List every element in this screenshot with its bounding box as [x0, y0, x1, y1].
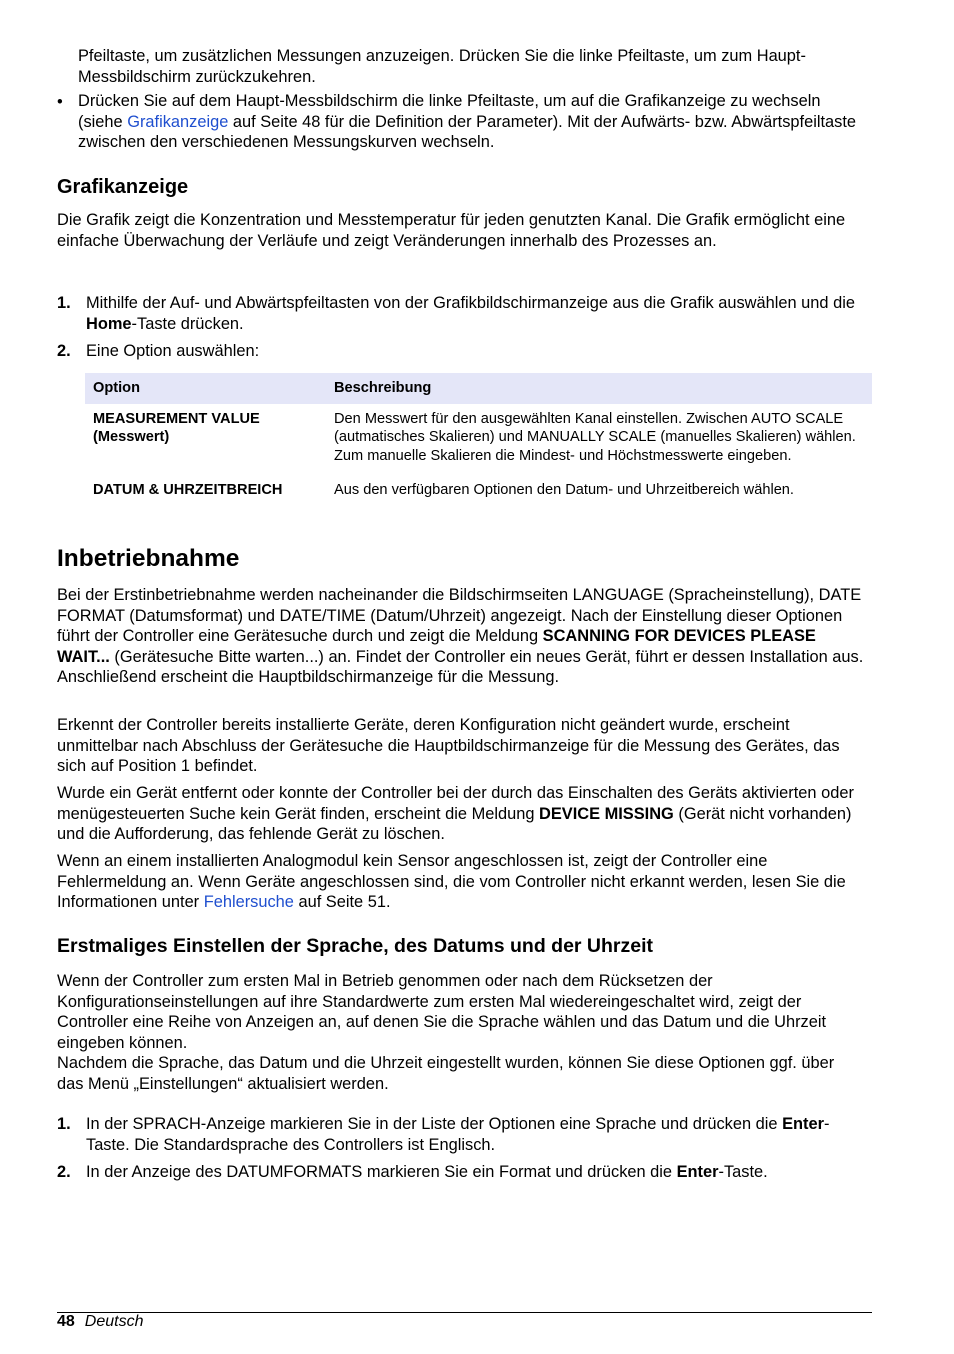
grafik-step-1	[86, 293, 871, 334]
option-description: Den Messwert für den ausgewählten Kanal einstellen. Zwischen AUTO SCALE (autmatisches Skalieren) und MANUALLY SCALE (manuelles Skalieren) wählen. Zum manuelle Skalieren die Mindest- und Höchstmesswerte eingeben.	[334, 411, 856, 464]
table-header-row	[85, 373, 872, 404]
table-row	[85, 404, 872, 471]
erst-paragraph-1: Wenn der Controller zum ersten Mal in Betrieb genommen oder nach dem Rücksetzen der Konfigurationseinstellungen auf ihre Standardwerte zum ersten Mal wiedereingeschaltet wird, zeigt der Controller eine Reihe von Anzeigen an, auf denen Sie die Sprache wählen und das Datum und die Uhrzeit eingeben können.	[57, 972, 827, 1052]
step-text: -Taste.	[718, 1163, 768, 1181]
paragraph-text: Bei der Erstinbetriebnahme werden nacheinander die Bildschirmseiten LANGUAGE (Spracheinstellung), DATE FORMAT (Datumsformat) und DATE/TIME (Datum/Uhrzeit) angezeigt. Nach der Einstellung dieser Optionen führt der Controller eine Gerätesuche durch und zeigt die Meldung	[57, 586, 862, 645]
inbetrieb-paragraph-2: Erkennt der Controller bereits installierte Geräte, deren Konfiguration nicht geändert wurde, erscheint unmittelbar nach Abschluss der Gerätesuche die Hauptbildschirmanzeige für die Messung des Gerätes, das sich auf Position 1 befindet.	[57, 716, 840, 775]
grafik-paragraph: Die Grafik zeigt die Konzentration und Messtemperatur für jeden genutzten Kanal. Die Grafik ermöglicht eine einfache Überwachung der Verläufe und zeigt Veränderungen innerhalb des Prozesses an.	[57, 211, 846, 250]
inbetrieb-paragraph-3	[57, 783, 872, 845]
erst-step-2	[86, 1162, 871, 1183]
table-header-description: Beschreibung	[326, 373, 872, 404]
step-number: 2.	[57, 342, 71, 360]
section-heading-erstmaliges-einstellen: Erstmaliges Einstellen der Sprache, des Datums und der Uhrzeit	[57, 935, 654, 957]
table-header-option: Option	[85, 373, 326, 404]
paragraph-text: (Gerätesuche Bitte warten...) an. Findet der Controller ein neues Gerät, führt er dessen Installation aus. Anschließend erscheint die Hauptbildschirmanzeige für die Messung.	[57, 647, 864, 686]
option-description: Aus den verfügbaren Optionen den Datum- und Uhrzeitbereich wählen.	[334, 482, 794, 499]
inbetrieb-paragraph-4	[57, 851, 857, 913]
erst-step-1	[86, 1114, 871, 1155]
step-number: 1.	[57, 1115, 71, 1133]
options-table	[85, 373, 872, 506]
intro-continuation: Pfeiltaste, um zusätzlichen Messungen anzuzeigen. Drücken Sie die linke Pfeiltaste, um zum Haupt-Messbildschirm zurückzukehren.	[78, 47, 806, 86]
bullet-marker: •	[57, 93, 63, 111]
option-name: DATUM & UHRZEITBREICH	[93, 482, 283, 499]
section-heading-inbetriebnahme: Inbetriebnahme	[57, 545, 240, 572]
grafikanzeige-link[interactable]: Grafikanzeige	[127, 112, 229, 131]
step-text: In der Anzeige des DATUMFORMATS markieren Sie ein Format und drücken die	[86, 1163, 677, 1181]
table-row	[85, 471, 872, 505]
inbetrieb-paragraph-1	[57, 585, 872, 688]
footer-language: Deutsch	[84, 1313, 144, 1330]
fehlersuche-link[interactable]: Fehlersuche	[203, 893, 294, 911]
option-name: MEASUREMENT VALUE (Messwert)	[93, 411, 260, 446]
step-text: -Taste. Die Standardsprache des Controllers ist Englisch.	[86, 1115, 830, 1154]
enter-key-label: Enter	[782, 1115, 824, 1133]
enter-key-label: Enter	[676, 1163, 719, 1181]
footer-divider	[57, 1312, 872, 1313]
step-text: -Taste drücken.	[131, 314, 244, 333]
step-number: 2.	[57, 1163, 71, 1181]
page-footer	[57, 1312, 144, 1333]
section-heading-grafikanzeige: Grafikanzeige	[57, 176, 189, 198]
step-text: Mithilfe der Auf- und Abwärtspfeiltasten von der Grafikbildschirmanzeige aus die Grafik auswählen und die	[86, 294, 855, 312]
paragraph-text: auf Seite 51.	[293, 893, 391, 911]
erst-paragraph-2: Nachdem die Sprache, das Datum und die Uhrzeit eingestellt wurden, können Sie diese Optionen ggf. über das Menü „Einstellungen“ aktualisiert werden.	[57, 1054, 835, 1093]
paragraph-text: (Gerät nicht vorhanden) und die Aufforderung, das fehlende Gerät zu löschen.	[57, 804, 852, 843]
paragraph-text: Wenn an einem installierten Analogmodul kein Sensor angeschlossen ist, zeigt der Controller eine Fehlermeldung an. Wenn Geräte angeschlossen sind, die vom Controller nicht erkannt werden, lesen Sie die Informationen unter	[57, 852, 846, 911]
scanning-message: SCANNING FOR DEVICES PLEASE WAIT...	[57, 627, 816, 666]
step-text: In der SPRACH-Anzeige markieren Sie in der Liste der Optionen eine Sprache und drücken die	[86, 1115, 783, 1133]
intro-bullet-text	[78, 91, 868, 153]
bullet-text-after: auf Seite 48 für die Definition der Parameter). Mit der Aufwärts- bzw. Abwärtspfeiltaste zwischen den verschiedenen Messungskurven wechseln.	[78, 112, 857, 151]
grafik-step-2: Eine Option auswählen:	[86, 342, 260, 360]
device-missing-message: DEVICE MISSING	[539, 804, 674, 823]
page-number: 48	[57, 1313, 75, 1330]
home-key-label: Home	[86, 314, 132, 333]
bullet-text-before: Drücken Sie auf dem Haupt-Messbildschirm die linke Pfeiltaste, um auf die Grafikanzeige zu wechseln (siehe	[78, 92, 821, 131]
paragraph-text: Wurde ein Gerät entfernt oder konnte der Controller bei der durch das Einschalten des Geräts aktivierten oder menügesteuerten Suche kein Gerät finden, erscheint die Meldung	[57, 784, 854, 823]
step-number: 1.	[57, 294, 71, 312]
